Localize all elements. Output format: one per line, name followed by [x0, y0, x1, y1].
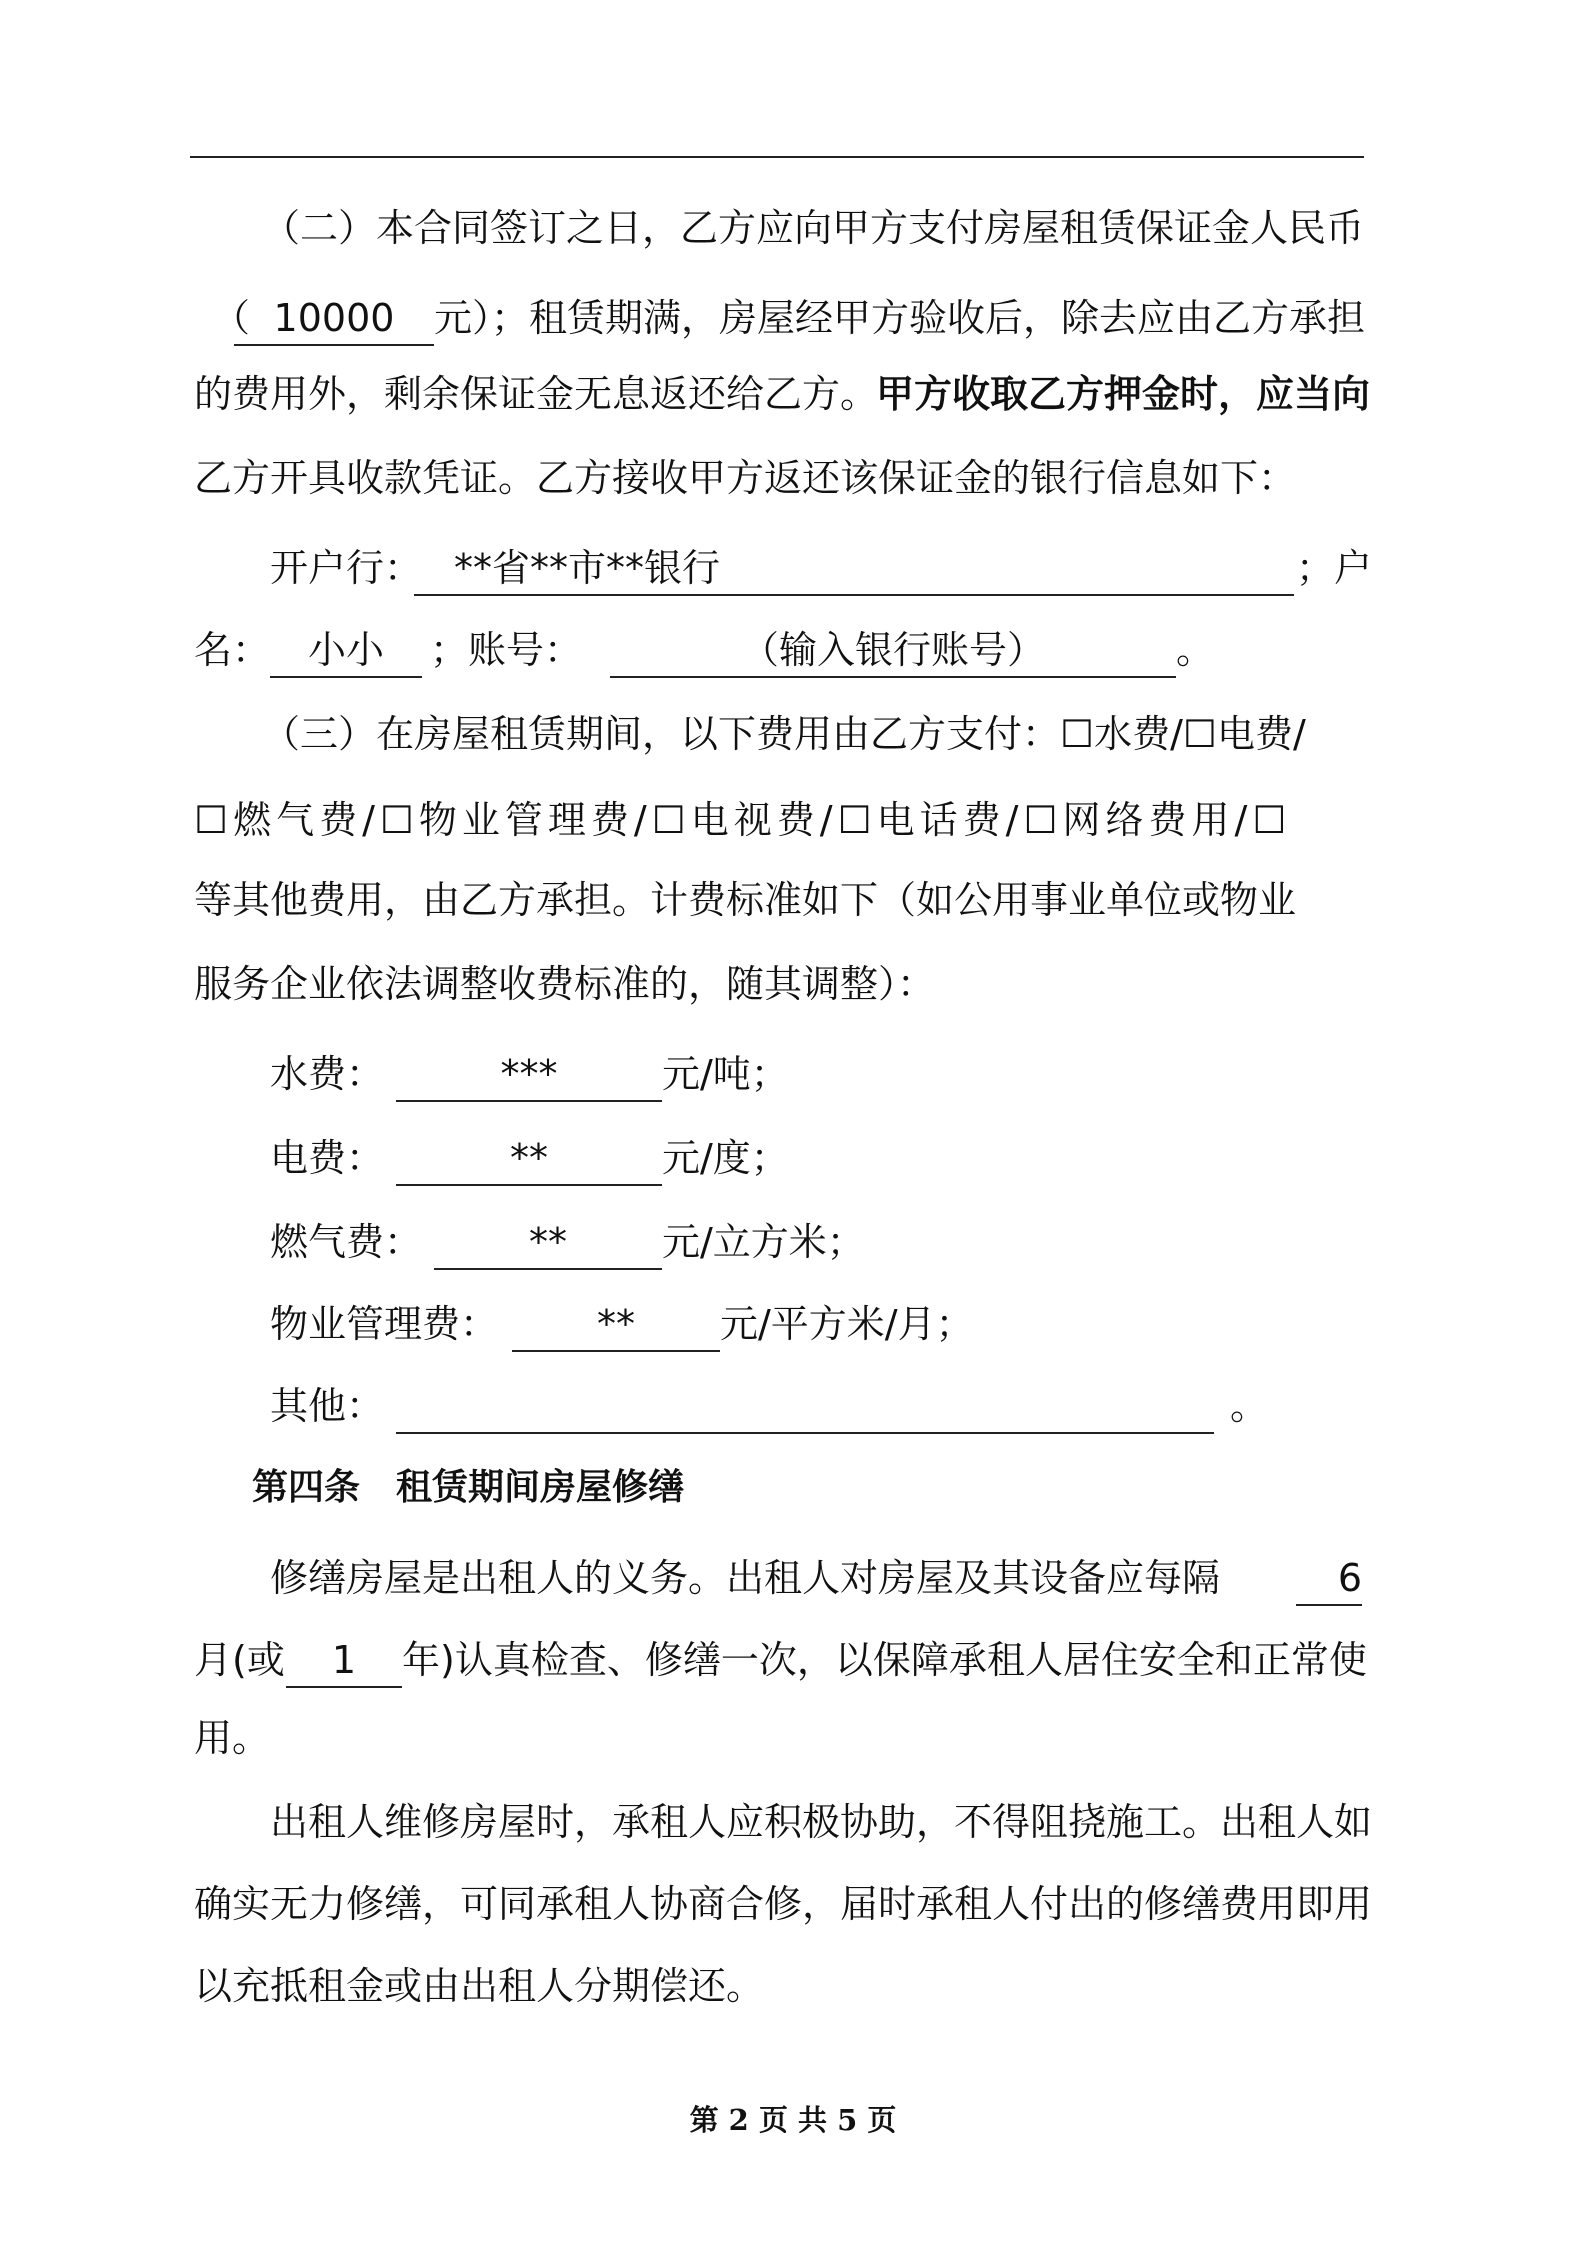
fee-water-label: 水费： [270, 1052, 385, 1096]
fee-property-label: 物业管理费： [270, 1302, 499, 1346]
art4-p1-line3: 用。 [194, 1716, 271, 1760]
account-label: ；账号： [430, 628, 583, 672]
sec3-line1: （三）在房屋租赁期间，以下费用由乙方支付：☐水费/☐电费/ [262, 712, 1306, 756]
sec3-line2: ☐燃气费/☐物业管理费/☐电视费/☐电话费/☐网络费用/☐ [194, 798, 1292, 842]
fee-water-field[interactable]: *** [396, 1046, 662, 1102]
fee-other-field[interactable] [396, 1378, 1214, 1434]
art4-p1-line2b: 年)认真检查、修缮一次，以保障承租人居住安全和正常使 [402, 1638, 1367, 1682]
fee-property-field[interactable]: ** [512, 1296, 720, 1352]
bank-tail: ；户 [1296, 546, 1373, 590]
name-label: 名： [194, 628, 271, 672]
fee-property-unit: 元/平方米/月； [720, 1302, 974, 1346]
sec3-line3: 等其他费用，由乙方承担。计费标准如下（如公用事业单位或物业 [194, 878, 1297, 922]
years-field[interactable]: 1 [286, 1632, 402, 1688]
art4-p2-line1: 出租人维修房屋时，承租人应积极协助，不得阻挠施工。出租人如 [270, 1800, 1373, 1844]
bank-label: 开户行： [270, 546, 423, 590]
fee-electric-label: 电费： [270, 1136, 385, 1180]
fee-other-unit: 。 [1230, 1384, 1269, 1428]
fee-electric-field[interactable]: ** [396, 1130, 662, 1186]
fee-gas-unit: 元/立方米； [662, 1220, 865, 1264]
sec2-open-paren: （ [212, 296, 251, 340]
deposit-amount-field[interactable]: 10000 [234, 290, 434, 346]
sec2-line4: 乙方开具收款凭证。乙方接收甲方返还该保证金的银行信息如下： [194, 456, 1297, 500]
art4-p1-line1: 修缮房屋是出租人的义务。出租人对房屋及其设备应每隔 [270, 1556, 1221, 1600]
months-field[interactable]: 6 [1296, 1550, 1362, 1606]
sec2-line1: （二）本合同签订之日，乙方应向甲方支付房屋租赁保证金人民币 [262, 206, 1365, 250]
art4-p2-line2: 确实无力修缮，可同承租人协商合修，届时承租人付出的修缮费用即用 [194, 1882, 1373, 1926]
account-number-field[interactable]: （输入银行账号） [610, 622, 1176, 678]
art4-p2-line3: 以充抵租金或由出租人分期偿还。 [194, 1964, 765, 2008]
header-rule [190, 156, 1364, 158]
article-4-heading: 第四条 租赁期间房屋修缮 [252, 1467, 685, 1508]
sec2-line3b: 甲方收取乙方押金时，应当向 [876, 372, 1371, 416]
bank-field[interactable]: **省**市**银行 [414, 540, 1294, 596]
fee-electric-unit: 元/度； [662, 1136, 789, 1180]
art4-p1-line2a: 月(或 [194, 1638, 285, 1682]
account-tail: 。 [1176, 628, 1215, 672]
sec3-line4: 服务企业依法调整收费标准的，随其调整）： [194, 962, 936, 1006]
page-number: 第 2 页 共 5 页 [689, 2103, 897, 2137]
fee-other-label: 其他： [270, 1384, 385, 1428]
fee-water-unit: 元/吨； [662, 1052, 789, 1096]
sec2-line2-rest: 元）；租赁期满，房屋经甲方验收后，除去应由乙方承担 [434, 296, 1366, 340]
fee-gas-field[interactable]: ** [434, 1214, 662, 1270]
account-name-field[interactable]: 小小 [270, 622, 422, 678]
sec2-line3a: 的费用外，剩余保证金无息返还给乙方。 [194, 372, 879, 416]
fee-gas-label: 燃气费： [270, 1220, 423, 1264]
